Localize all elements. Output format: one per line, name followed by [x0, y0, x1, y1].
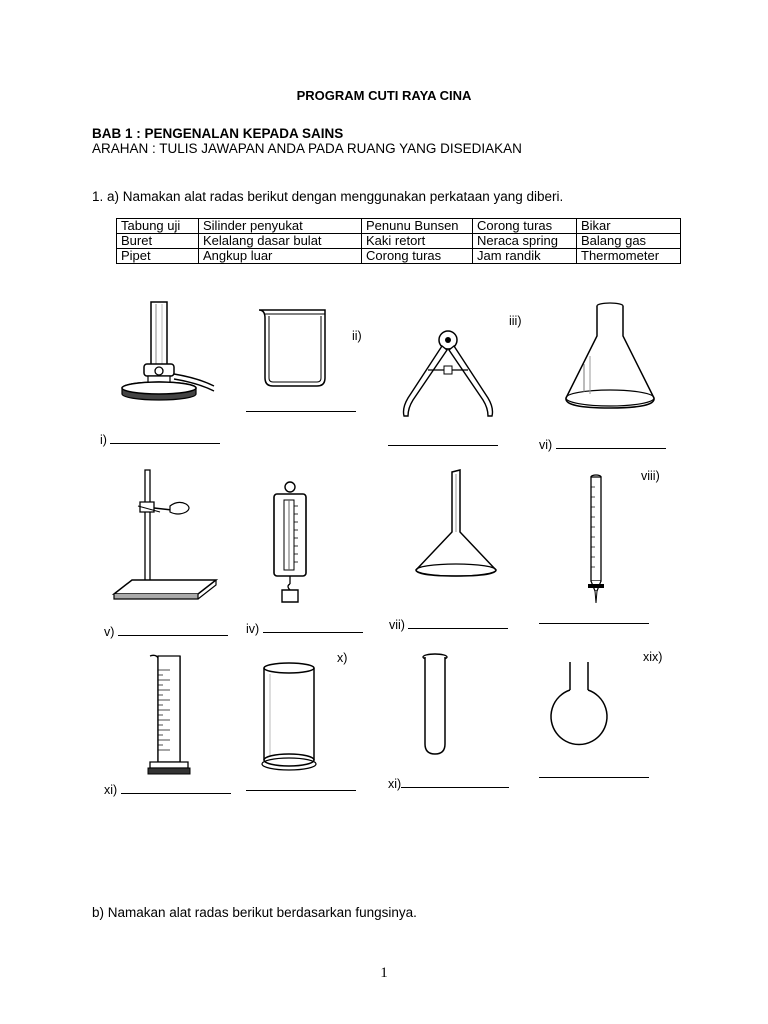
label-xi-2: xi) [388, 777, 402, 791]
label-i: i) [100, 433, 107, 447]
beaker-icon [255, 306, 335, 390]
label-iii: iii) [509, 314, 522, 328]
label-ii: ii) [352, 329, 362, 343]
round-bottom-flask-icon [548, 658, 612, 750]
label-v: v) [104, 625, 115, 639]
table-cell: Tabung uji [117, 219, 199, 234]
answer-line[interactable] [539, 612, 649, 627]
answer-line-xi-2[interactable] [388, 776, 509, 791]
label-viii: viii) [641, 469, 660, 483]
retort-stand-icon [112, 468, 222, 602]
label-xi: xi) [104, 783, 118, 797]
answer-line[interactable] [246, 779, 356, 794]
table-cell: Buret [117, 234, 199, 249]
chapter-heading: BAB 1 : PENGENALAN KEPADA SAINS [92, 126, 344, 141]
bunsen-burner-icon [118, 300, 223, 410]
question-b-text: b) Namakan alat radas berikut berdasarkan fungsinya. [92, 905, 417, 920]
label-xix: xix) [643, 650, 663, 664]
table-cell: Kaki retort [362, 234, 473, 249]
calipers-icon [398, 326, 498, 422]
table-cell: Penunu Bunsen [362, 219, 473, 234]
table-row [117, 219, 681, 234]
table-cell: Corong turas [362, 249, 473, 264]
table-cell: Neraca spring [473, 234, 577, 249]
conical-flask-icon [560, 300, 660, 414]
table-cell: Corong turas [473, 219, 577, 234]
word-bank-table [116, 218, 681, 264]
answer-line[interactable] [539, 766, 649, 781]
filter-funnel-icon [412, 466, 502, 582]
label-iv: iv) [246, 622, 260, 636]
table-cell: Silinder penyukat [199, 219, 362, 234]
question-a-text: 1. a) Namakan alat radas berikut dengan menggunakan perkataan yang diberi. [92, 189, 564, 204]
table-cell: Angkup luar [199, 249, 362, 264]
table-row [117, 234, 681, 249]
answer-line-vi[interactable] [539, 437, 666, 452]
test-tube-icon [420, 652, 450, 758]
label-vi: vi) [539, 438, 553, 452]
page-number: 1 [380, 965, 388, 981]
answer-line-vii[interactable] [389, 617, 508, 632]
answer-line[interactable] [388, 434, 498, 449]
label-vii: vii) [389, 618, 405, 632]
label-x: x) [337, 651, 348, 665]
answer-line[interactable] [246, 400, 356, 415]
answer-line-v[interactable] [104, 624, 228, 639]
table-cell: Kelalang dasar bulat [199, 234, 362, 249]
burette-icon [584, 473, 608, 607]
answer-line-i[interactable] [100, 432, 220, 447]
gas-jar-icon [258, 660, 320, 772]
table-row [117, 249, 681, 264]
measuring-cylinder-icon [146, 650, 192, 778]
spring-balance-icon [268, 480, 312, 604]
table-cell: Balang gas [577, 234, 681, 249]
instruction-text: ARAHAN : TULIS JAWAPAN ANDA PADA RUANG YANG DISEDIAKAN [92, 141, 522, 156]
table-cell: Bikar [577, 219, 681, 234]
table-cell: Pipet [117, 249, 199, 264]
page-title: PROGRAM CUTI RAYA CINA [296, 88, 472, 103]
table-cell: Jam randik [473, 249, 577, 264]
table-cell: Thermometer [577, 249, 681, 264]
answer-line-iv[interactable] [246, 621, 363, 636]
answer-line-xi[interactable] [104, 782, 231, 797]
